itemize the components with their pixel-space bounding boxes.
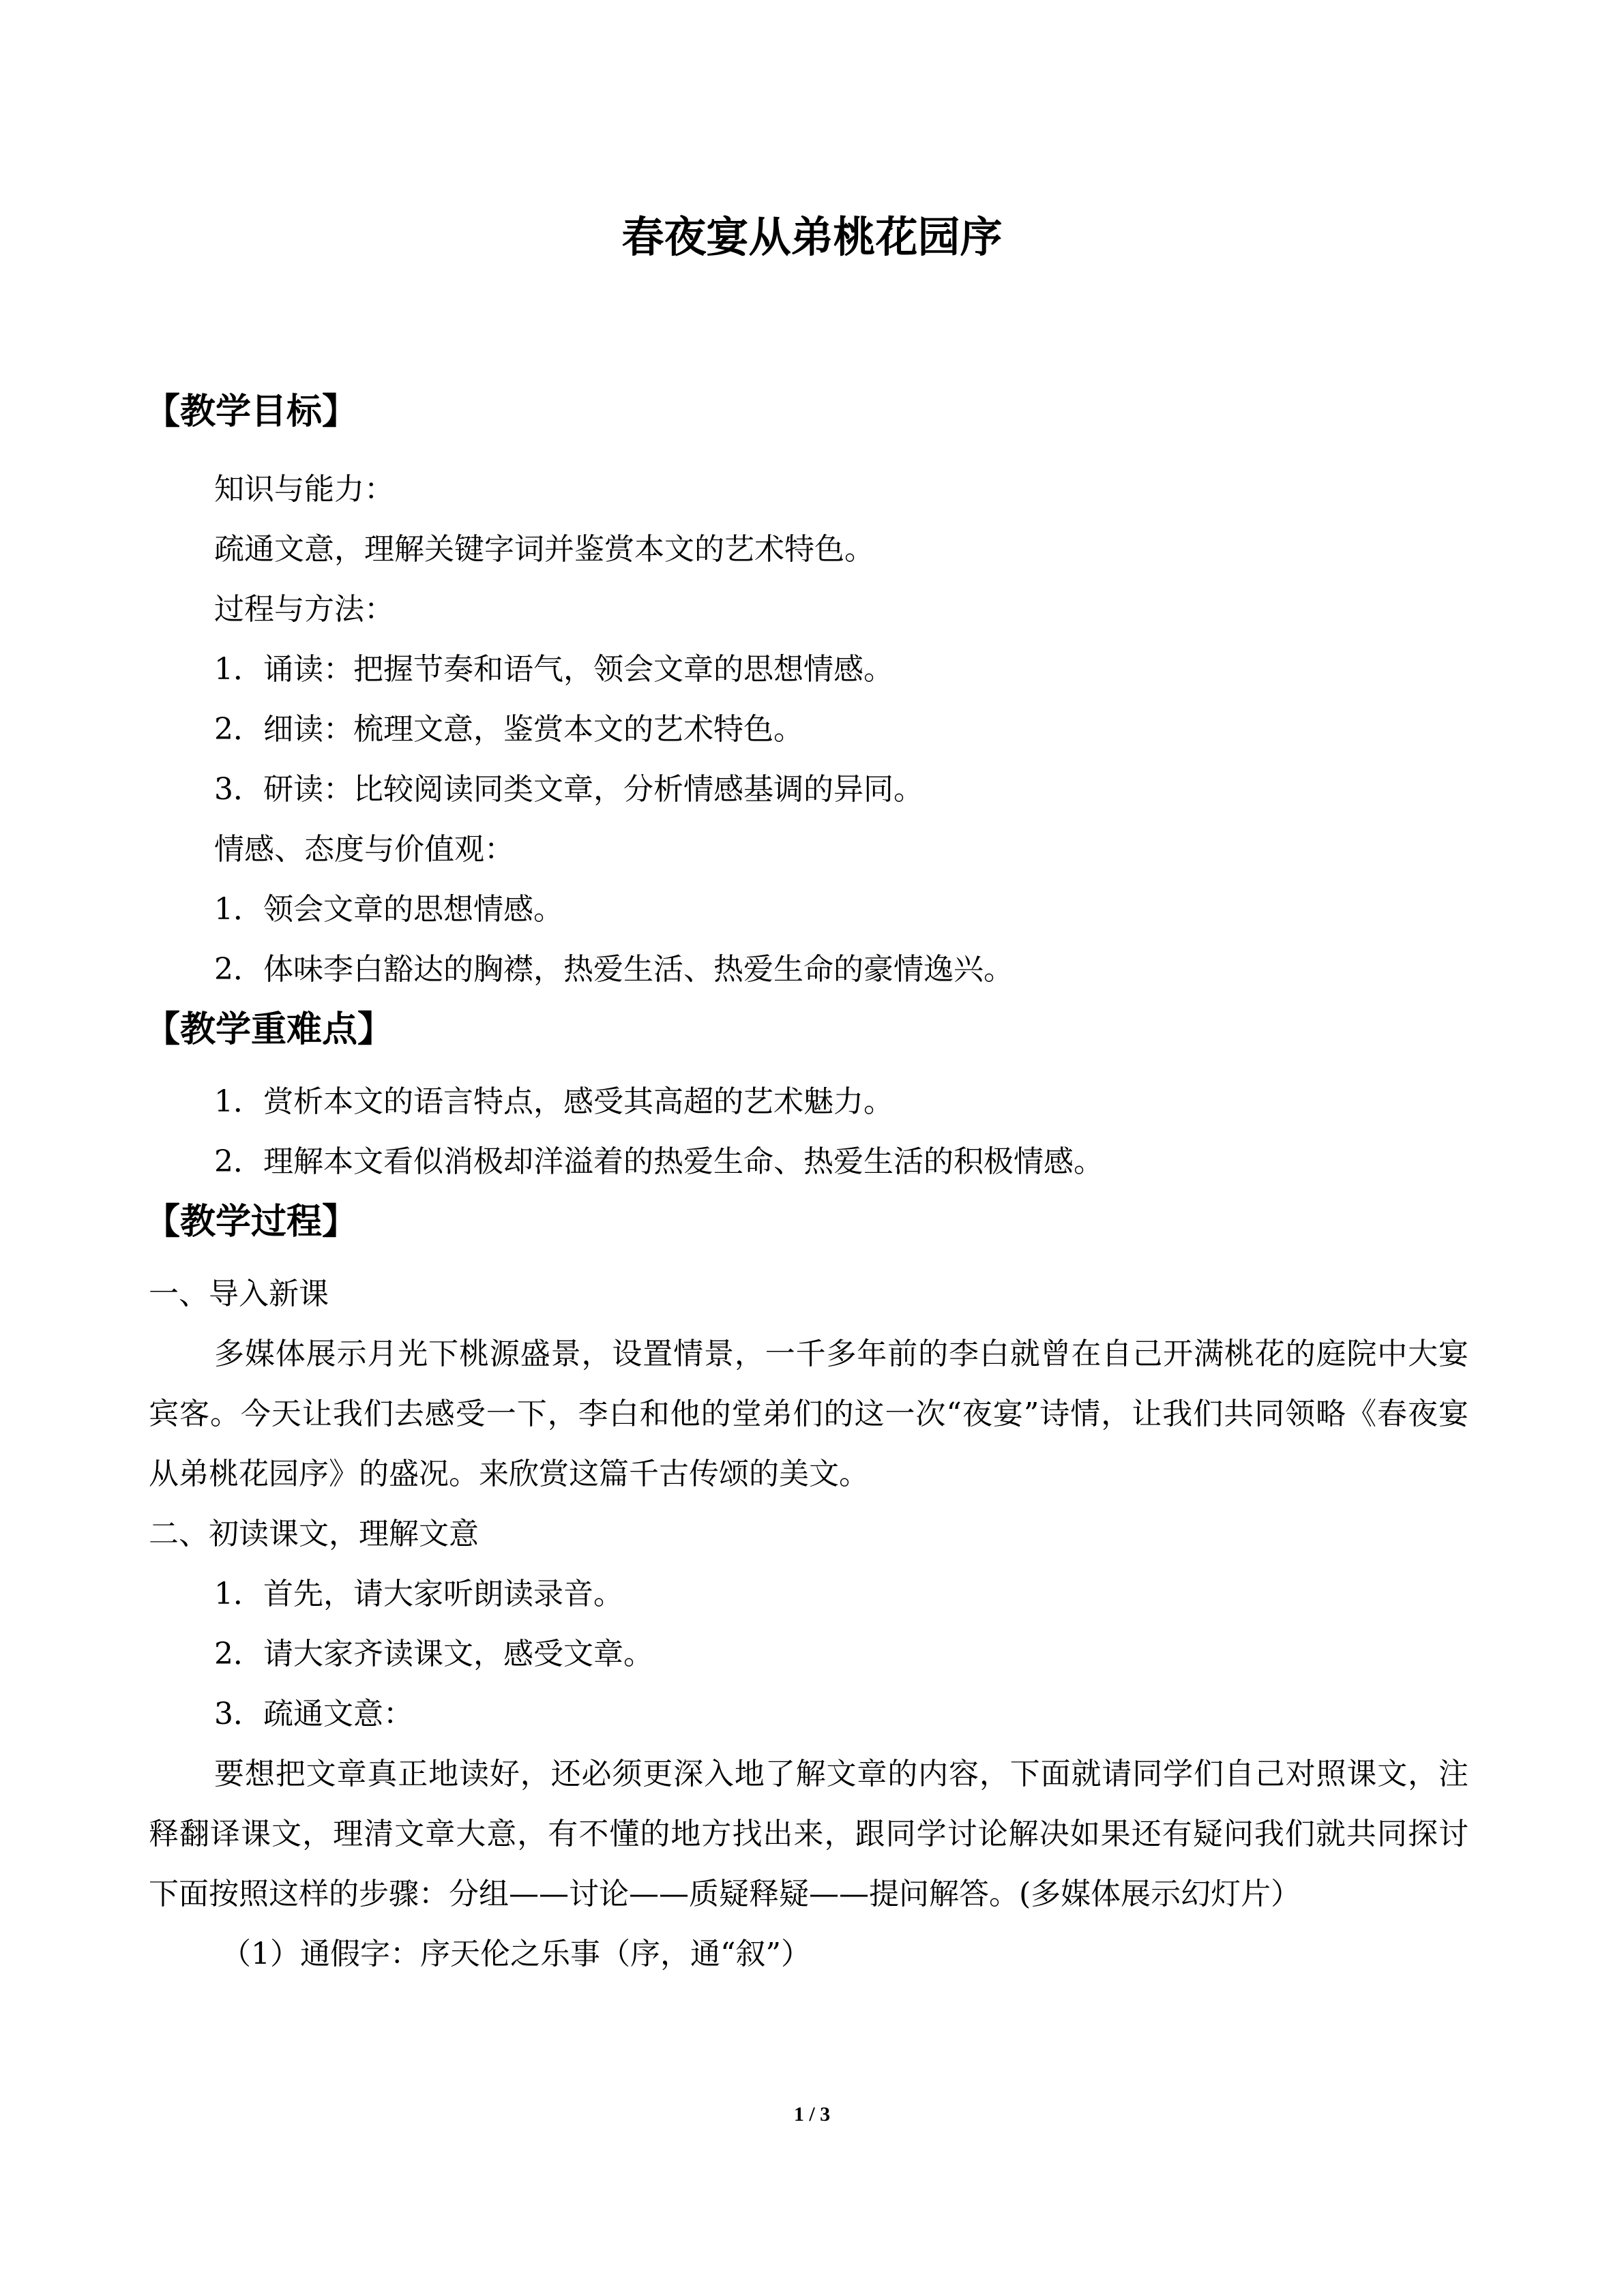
page-title: 春夜宴从弟桃花园序: [621, 212, 1003, 262]
process-part2-line: 2．请大家齐读课文，感受文章。: [214, 1637, 653, 1671]
process-part2-heading: 二、初读课文，理解文意: [149, 1517, 479, 1551]
section-heading-process: 【教学过程】: [145, 1202, 358, 1242]
process-part2-line: 1．首先，请大家听朗读录音。: [214, 1577, 623, 1611]
goals-line: 情感、态度与价值观：: [214, 832, 514, 867]
process-part2-paragraph: 要想把文章真正地读好，还必须更深入地了解文章的内容，下面就请同学们自己对照课文，注释翻译课文，理清文章大意，有不懂的地方找出来，跟同学讨论解决如果还有疑问我们就共同探讨下面按照这样的步骤：分组——讨论——质疑释疑——提问解答。(多媒体展示幻灯片）: [149, 1757, 1468, 1911]
process-part2-line: 3．疏通文意：: [214, 1697, 413, 1731]
goals-line: 1．领会文章的思想情感。: [214, 892, 563, 927]
goals-line: 2．体味李白豁达的胸襟，热爱生活、热爱生命的豪情逸兴。: [214, 952, 1014, 987]
goals-line: 2．细读：梳理文意，鉴赏本文的艺术特色。: [214, 712, 803, 747]
page-number: 1 / 3: [793, 2103, 831, 2126]
section-heading-goals: 【教学目标】: [145, 391, 358, 432]
process-part2-item: （1）通假字：序天伦之乐事（序，通“叙”）: [221, 1937, 811, 1971]
goals-line: 过程与方法：: [214, 592, 394, 627]
process-part1-paragraph: 多媒体展示月光下桃源盛景，设置情景，一千多年前的李白就曾在自己开满桃花的庭院中大宴宾客。今天让我们去感受一下，李白和他的堂弟们的这一次“夜宴”诗情，让我们共同领略《春夜宴从弟桃花园序》的盛况。来欣赏这篇千古传颂的美文。: [149, 1337, 1468, 1491]
keypoints-line: 1．赏析本文的语言特点，感受其高超的艺术魅力。: [214, 1084, 894, 1119]
document-body: [145, 382, 1468, 1984]
goals-line: 知识与能力：: [214, 472, 394, 507]
goals-line: 1．诵读：把握节奏和语气，领会文章的思想情感。: [214, 652, 894, 687]
section-heading-keypoints: 【教学重难点】: [145, 1009, 394, 1050]
goals-line: 疏通文意，理解关键字词并鉴赏本文的艺术特色。: [214, 532, 874, 567]
keypoints-line: 2．理解本文看似消极却洋溢着的热爱生命、热爱生活的积极情感。: [214, 1144, 1104, 1179]
goals-line: 3．研读：比较阅读同类文章，分析情感基调的异同。: [214, 772, 924, 807]
process-part1-heading: 一、导入新课: [149, 1277, 329, 1311]
